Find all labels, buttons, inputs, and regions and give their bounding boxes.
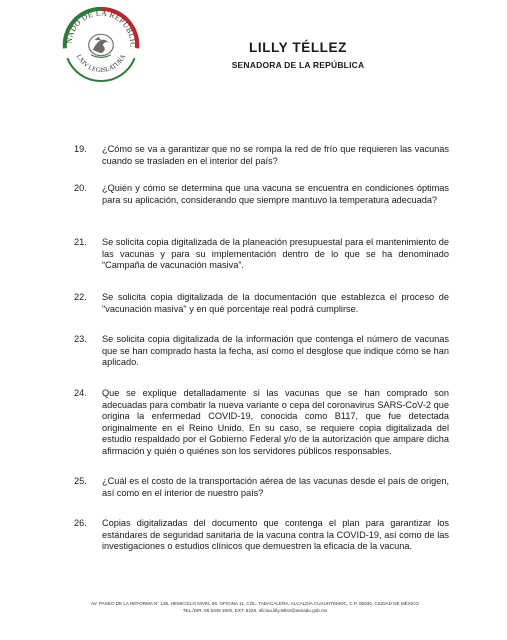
question-number: 19.: [74, 144, 87, 154]
question-item-21: [74, 237, 449, 272]
question-text: ¿Cómo se va a garantizar que no se rompa la red de frío que requieren las vacunas cuando se trasladen en el interior del país?: [102, 144, 449, 166]
question-item-20: [74, 183, 449, 206]
question-item-24: [74, 388, 449, 458]
question-item-22: [74, 292, 449, 315]
question-number: 25.: [74, 476, 87, 486]
footer-address-line: AV. PASEO DE LA REFORMA N° 135, HEMICICLO NIVEL 06, OFICINA 11, COL. TABACALERA, ALCALDÍA CUAUHTÉMOC, C.P. 06030, CIUDAD DE MÉXICO: [90, 601, 419, 606]
senator-role: SENADORA DE LA REPÚBLICA: [231, 60, 365, 70]
seal-bottom-text: LXIV LEGISLATURA: [74, 53, 128, 75]
question-text: Se solicita copia digitalizada de la planeación presupuestal para el mantenimiento de las vacunas y para su implementación dentro de lo que se ha denominado “Campaña de vacunación masiva”.: [102, 237, 449, 271]
question-text: Que se explique detalladamente si las vacunas que se han comprado son adecuadas para combatir la nueva variante o cepa del coronavirus SARS-CoV-2 que origina la enfermedad COVID-19, conocida como B117, que fue detectada originalmente en el Reino Unido. En su caso, se requiere copia digitalizada del estudio respaldado por el Gobierno Federal y/o de la autorización que ampare dicha afirmación y quién o quiénes son los servidores públicos responsables.: [102, 388, 449, 456]
question-number: 22.: [74, 292, 87, 302]
seal-top-text: NADO DE LA REPÚBLIC: [64, 8, 138, 48]
question-number: 21.: [74, 237, 87, 247]
address-footer: [40, 600, 470, 614]
question-text: ¿Quién y cómo se determina que una vacuna se encuentra en condiciones óptimas para su aplicación, considerando que siempre mantuvo la temperatura adecuada?: [102, 183, 449, 205]
question-text: Se solicita copia digitalizada de la documentación que establezca el proceso de "vacunación masiva" y en qué porcentaje real podrá cumplirse.: [102, 292, 449, 314]
senator-name: LILLY TÉLLEZ: [249, 40, 347, 55]
question-item-25: [74, 476, 449, 499]
question-number: 23.: [74, 334, 87, 344]
question-text: Se solicita copia digitalizada de la información que contenga el número de vacunas que se han comprado hasta la fecha, así como el desglose que indique cómo se han aplicado.: [102, 334, 449, 368]
question-number: 20.: [74, 183, 87, 193]
question-item-19: [74, 144, 449, 167]
question-text: Copias digitalizadas del documento que contenga el plan para garantizar los estándares de seguridad sanitaria de la vacuna contra la COVID-19, así como de las investigaciones o estudios clínicos que demuestren la eficacia de la vacuna.: [102, 518, 449, 552]
question-text: ¿Cuál es el costo de la transportación aérea de las vacunas desde el país de origen, así como en el interior de nuestro país?: [102, 476, 449, 498]
question-number: 26.: [74, 518, 87, 528]
question-number: 24.: [74, 388, 87, 398]
footer-contact-line: TEL./DIR. 55 5345 3000, EXT. 5228, oficina.lilly.tellez@senado.gob.mx: [182, 608, 328, 613]
question-item-26: [74, 518, 449, 553]
question-item-23: [74, 334, 449, 369]
